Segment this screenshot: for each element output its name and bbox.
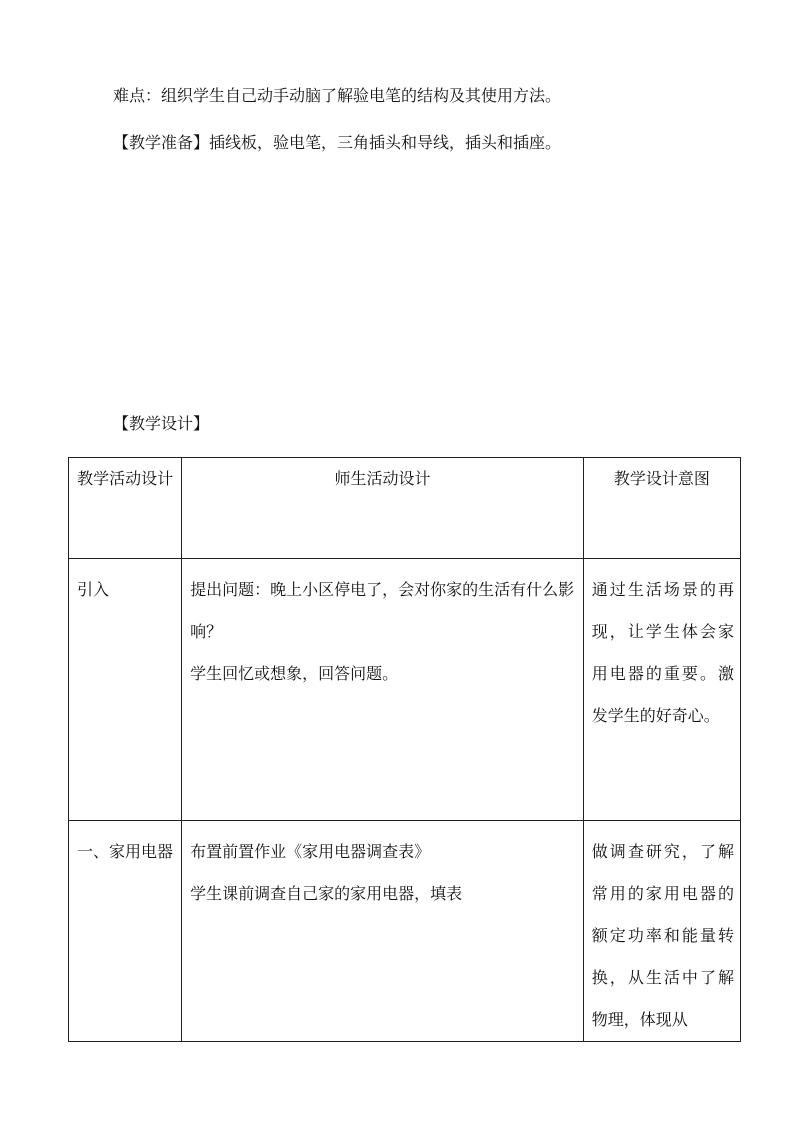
header-cell-teacher-student [182,458,584,559]
difficulty-line: 难点：组织学生自己动手动脑了解验电笔的结构及其使用方法。 [113,86,562,105]
teacher-student-cell [182,821,584,1042]
table-row [69,821,741,1042]
teacher-student-paragraph: 学生课前调查自己家的家用电器，填表 [190,884,463,903]
activity-text: 一、家用电器 [77,842,174,861]
intent-text: 做调查研究，了解常用的家用电器的额定功率和能量转换，从生活中了解物理，体现从 [591,842,734,1029]
header-intent-text: 教学设计意图 [613,469,710,488]
teacher-student-cell [182,559,584,821]
intent-text: 通过生活场景的再现，让学生体会家用电器的重要。激发学生的好奇心。 [591,580,734,725]
header-cell-activity [69,458,182,559]
table-header-row [69,458,741,559]
activity-cell [69,821,182,1042]
header-activity-text: 教学活动设计 [77,469,174,488]
header-teacher-student-text: 师生活动设计 [334,469,431,488]
teacher-student-paragraph: 学生回忆或想象，回答问题。 [190,664,399,683]
table-row [69,559,741,821]
teaching-design-table [68,457,741,1042]
design-heading: 【教学设计】 [113,414,210,433]
intent-cell [583,559,740,821]
activity-cell [69,559,182,821]
preparation-line: 【教学准备】插线板，验电笔，三角插头和导线，插头和插座。 [113,133,562,152]
activity-text: 引入 [77,580,110,599]
teacher-student-paragraph: 布置前置作业《家用电器调查表》 [190,842,431,861]
intent-cell [583,821,740,1042]
header-cell-intent [583,458,740,559]
teacher-student-paragraph: 提出问题：晚上小区停电了，会对你家的生活有什么影响？ [190,580,575,641]
